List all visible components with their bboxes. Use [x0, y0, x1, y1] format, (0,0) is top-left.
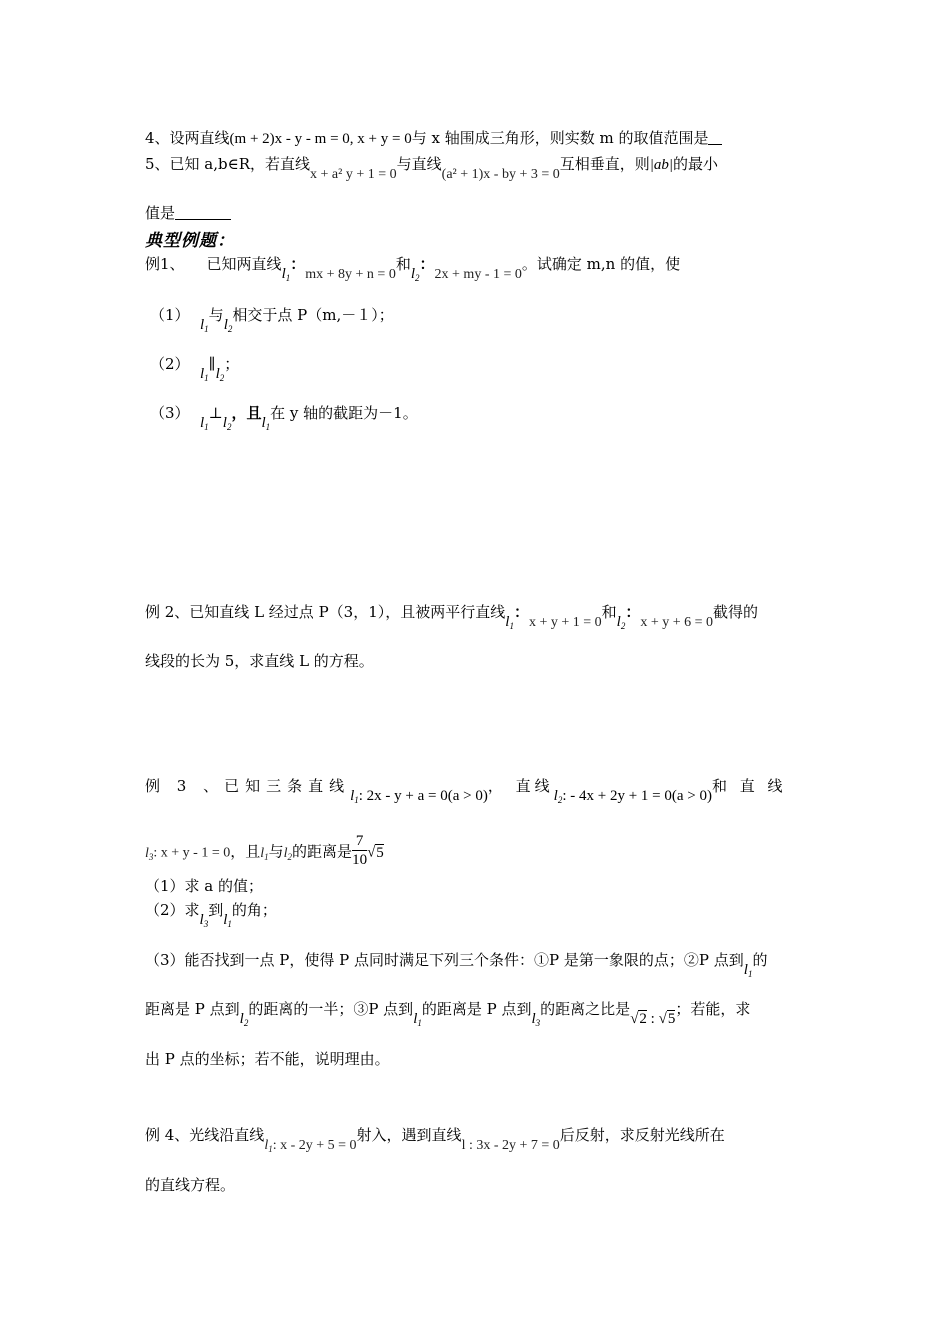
example-2: 例 2、已知直线 L 经过点 P（3，1），且被两平行直线$l_1$：x + y + 1 = 0和$l_2$：x + y + 6 = 0截得的 — [145, 603, 759, 631]
sqrt: √5 — [367, 844, 384, 861]
example-3-q3-line-2: 距离是 P 点到$l_2$的距离的一半；③P 点到$l_1$的距离是 P 点到$l_3$的距离之比是√2 : √5；若能，求 — [145, 1000, 751, 1028]
problem-5-equation-1: x + a² y + 1 = 0 — [310, 167, 397, 182]
problem-5-line-2 — [145, 203, 231, 223]
problem-4-prefix: 4、设两直线 — [145, 129, 230, 147]
problem-5-end: 的最小 — [673, 155, 719, 173]
example-3-equation-3: : x + y - 1 = 0 — [153, 845, 231, 861]
condition-3-number: （3） — [150, 404, 190, 422]
ratio: √2 : √5 — [630, 1011, 676, 1027]
condition-1: $l_1$与$l_2$相交于点 P（m,－１）； — [200, 306, 394, 334]
condition-3: $l_1\perp l_2$，且$l_1$在 y 轴的截距为－1。 — [200, 404, 418, 432]
colon: ： — [625, 603, 641, 621]
l1-symbol: $l_1$ — [281, 266, 291, 283]
example-3-suffix: 和 直 线 — [711, 777, 787, 795]
example-2-line-2: 线段的长为 5，求直线 L 的方程。 — [145, 652, 374, 670]
parallel-symbol: ∥ — [208, 355, 216, 373]
example-4-equation-1: : x - 2y + 5 = 0 — [272, 1138, 357, 1153]
problem-4-equation: (m + 2)x - y - m = 0, x + y = 0 — [229, 131, 412, 147]
problem-5-mid: 与直线 — [396, 155, 442, 173]
example-1 — [145, 254, 681, 283]
condition-2: $l_1\parallel l_2$； — [200, 355, 240, 383]
example-3-equation-1: : 2x - y + a = 0(a > 0) — [358, 788, 488, 804]
example-1-label: 例1、 — [145, 255, 185, 273]
example-1-equation-2: 2x + my - 1 = 0 — [434, 267, 522, 282]
condition-3-mid: ，且 — [231, 404, 262, 422]
example-2-equation-1: x + y + 1 = 0 — [528, 615, 602, 630]
problem-4 — [145, 128, 722, 149]
example-1-equation-1: mx + 8y + n = 0 — [305, 267, 396, 282]
condition-1-number: （1） — [150, 306, 190, 324]
colon: ： — [513, 603, 529, 621]
example-3-equation-2: : - 4x + 2y + 1 = 0(a > 0) — [562, 788, 712, 804]
problem-5-abs: |ab| — [649, 157, 674, 173]
fraction: $\frac{7}{10}$ — [352, 833, 368, 868]
condition-2-number: （2） — [150, 355, 190, 373]
problem-5-prefix: 5、已知 a,b∈R，若直线 — [145, 155, 311, 173]
and-text: 和 — [601, 603, 617, 621]
example-3: 例 3 、已知三条直线$l_1$: 2x - y + a = 0(a > 0)， 直线$l_2$: - 4x + 2y + 1 = 0(a > 0)和 直 线 — [145, 777, 787, 805]
problem-5-line2-text: 值是 — [145, 204, 176, 222]
example-3-mid: ， 直线 — [487, 777, 554, 795]
problem-5-suffix: 互相垂直，则 — [559, 155, 650, 173]
example-4-line-2: 的直线方程。 — [145, 1176, 236, 1194]
example-2-prefix: 例 2、已知直线 L 经过点 P（3，1），且被两平行直线 — [145, 603, 506, 621]
condition-3-text: 在 y 轴的截距为－1。 — [270, 404, 418, 422]
section-heading: 典型例题： — [145, 231, 235, 251]
example-3-prefix: 例 3 、已知三条直线 — [145, 777, 351, 795]
example-4: 例 4、光线沿直线$l_1$: x - 2y + 5 = 0射入，遇到直线l : 3x - 2y + 7 = 0后反射，求反射光线所在 — [145, 1126, 725, 1154]
example-3-q2: （2）求$l_3$到$l_1$的角； — [145, 901, 277, 929]
condition-2-text: ； — [224, 355, 240, 373]
perpendicular-symbol: ⊥ — [208, 404, 223, 422]
problem-4-suffix: 与 x 轴围成三角形，则实数 m 的取值范围是 — [411, 129, 709, 147]
l2-symbol: $l_2$ — [410, 266, 420, 283]
colon: ： — [419, 255, 435, 273]
answer-blank — [175, 205, 231, 220]
example-2-equation-2: x + y + 6 = 0 — [640, 615, 714, 630]
answer-blank — [708, 130, 722, 145]
colon: ： — [290, 255, 306, 273]
example-3-q3: （3）能否找到一点 P，使得 P 点同时满足下列三个条件：①P 是第一象限的点；②P 点到$l_1$的 — [145, 951, 768, 979]
example-4-equation-2: l : 3x - 2y + 7 = 0 — [461, 1138, 560, 1153]
example-3-line-2: $l_3$: x + y - 1 = 0，且$l_1$与$l_2$的距离是 $\frac{7}{10}$ √5 — [145, 833, 384, 868]
example-1-suffix: 。试确定 m,n 的值，使 — [521, 255, 681, 273]
example-1-text: 已知两直线 — [206, 255, 282, 273]
and-text: 和 — [395, 255, 411, 273]
condition-1-text: 相交于点 P（m,－１）； — [232, 306, 394, 324]
problem-5-equation-2: (a² + 1)x - by + 3 = 0 — [441, 167, 560, 182]
example-2-suffix: 截得的 — [713, 603, 759, 621]
example-3-q1: （1）求 a 的值； — [145, 877, 264, 895]
relation-text: 与 — [208, 306, 224, 324]
example-3-q3-line-3: 出 P 点的坐标；若不能，说明理由。 — [145, 1050, 390, 1068]
problem-5 — [145, 154, 719, 182]
